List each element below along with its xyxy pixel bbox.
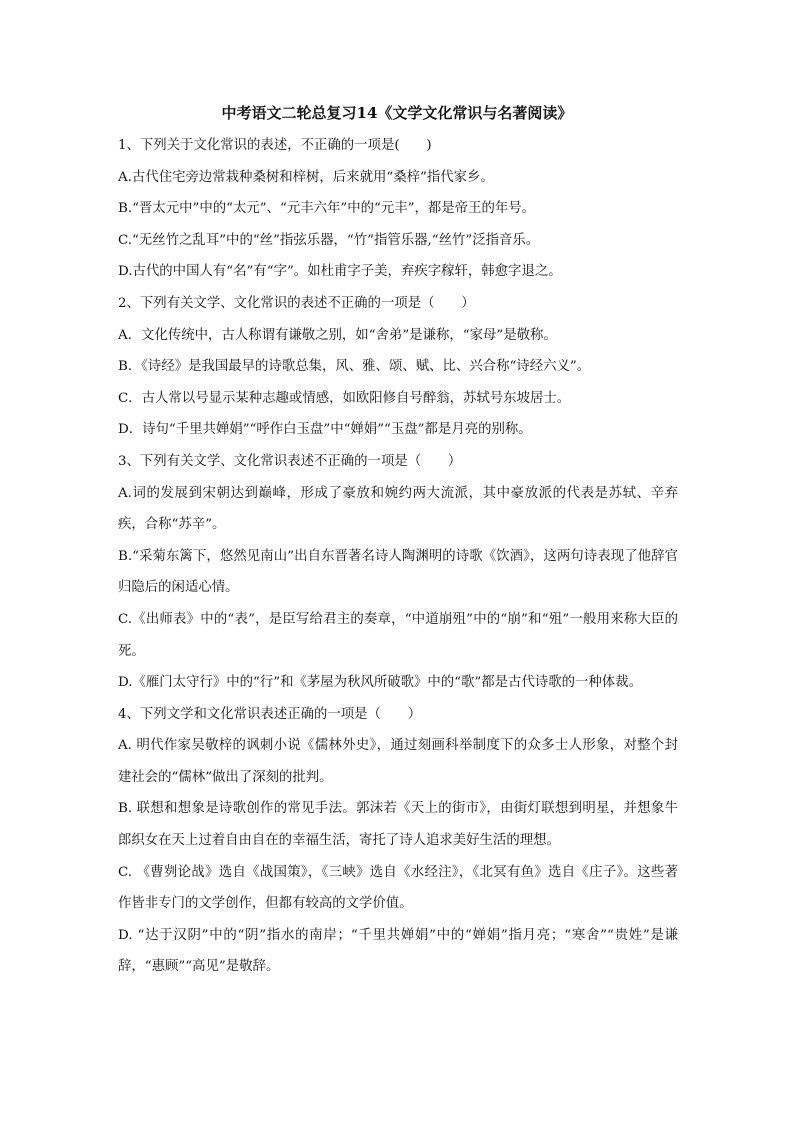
question-3-stem: 3、下列有关文学、文化常识表述不正确的一项是（ ） xyxy=(118,453,462,469)
question-1-stem: 1、下列关于文化常识的表述，不正确的一项是( ) xyxy=(118,138,432,153)
question-3-option-a: A.词的发展到宋朝达到巅峰，形成了豪放和婉约两大流派，其中豪放派的代表是苏轼、辛弃疾，合称“苏辛”。 xyxy=(118,485,678,533)
question-4-option-d: D. “达于汉阴”中的“阴”指水的南岸；“千里共婵娟”中的“婵娟”指月亮；“寒舍”“贵姓”是谦辞，“惠顾”“高见”是敬辞。 xyxy=(118,927,678,975)
question-1-option-c: C.“无丝竹之乱耳”中的“丝”指弦乐器，“竹”指管乐器,“丝竹”泛指音乐。 xyxy=(118,232,540,248)
question-3-option-d: D.《雁门太守行》中的“行”和《茅屋为秋风所破歌》中的“歌”都是古代诗歌的一种体裁。 xyxy=(118,675,642,691)
question-4-option-b: B. 联想和想象是诗歌创作的常见手法。郭沫若《天上的街市》，由街灯联想到明星，并想象牛郎织女在天上过着自由自在的幸福生活，寄托了诗人追求美好生活的理想。 xyxy=(118,801,678,849)
document-body xyxy=(118,130,678,983)
question-3-option-c: C.《出师表》中的“表”，是臣写给君主的奏章，“中道崩殂”中的“崩”和“殂”一般用来称大臣的死。 xyxy=(118,611,678,659)
question-2-option-d: D．诗句“千里共婵娟”“呼作白玉盘”中“婵娟”“玉盘”都是月亮的别称。 xyxy=(118,422,532,438)
question-4-option-a: A. 明代作家吴敬梓的讽刺小说《儒林外史》，通过刻画科举制度下的众多士人形象，对整个封建社会的“儒林”做出了深刻的批判。 xyxy=(118,738,678,785)
question-1-option-d: D.古代的中国人有“名”有“字”。如杜甫字子美，弃疾字稼轩，韩愈字退之。 xyxy=(118,264,562,280)
question-1-option-a: A.古代住宅旁边常栽种桑树和梓树，后来就用“桑梓”指代家乡。 xyxy=(118,169,494,185)
question-2-option-a: A．文化传统中，古人称谓有谦敬之别，如“舍弟”是谦称，“家母”是敬称。 xyxy=(118,327,557,343)
question-2-option-b: B．《诗经》是我国最早的诗歌总集，风、雅、颂、赋、比、兴合称“诗经六义”。 xyxy=(118,359,591,375)
document-title: 中考语文二轮总复习14《文学文化常识与名著阅读》 xyxy=(221,104,573,122)
question-1-option-b: B.“晋太元中”中的“太元”、“元丰六年”中的“元丰”，都是帝王的年号。 xyxy=(118,201,536,217)
question-3-option-b: B.“采菊东篱下，悠然见南山”出自东晋著名诗人陶渊明的诗歌《饮酒》，这两句诗表现了他辞官归隐后的闲适心情。 xyxy=(118,548,678,596)
question-4-stem: 4、下列文学和文化常识表述正确的一项是（ ） xyxy=(118,706,422,722)
question-4-option-c: C. 《曹刿论战》选自《战国策》，《三峡》选自《水经注》，《北冥有鱼》选自《庄子》。这些著作皆非专门的文学创作，但都有较高的文学价值。 xyxy=(118,864,678,912)
question-2-stem: 2、下列有关文学、文化常识的表述不正确的一项是（ ） xyxy=(118,295,475,311)
question-2-option-c: C．古人常以号显示某种志趣或情感，如欧阳修自号醉翁，苏轼号东坡居士。 xyxy=(118,390,571,406)
